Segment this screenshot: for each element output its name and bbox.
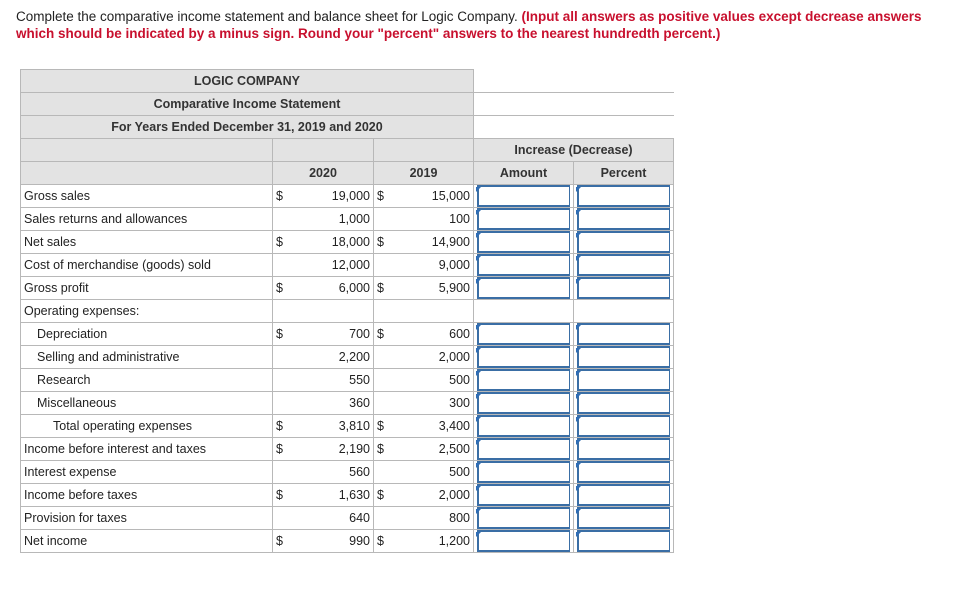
value-2019: 5,900 bbox=[410, 277, 474, 300]
value-2019: 2,500 bbox=[410, 438, 474, 461]
amount-input[interactable] bbox=[477, 507, 570, 529]
row-label: Sales returns and allowances bbox=[21, 208, 273, 231]
value-2020: 700 bbox=[309, 323, 374, 346]
currency-2019: $ bbox=[374, 277, 410, 300]
input-flag-icon bbox=[476, 509, 481, 514]
percent-input[interactable] bbox=[577, 415, 670, 437]
table-row bbox=[21, 461, 674, 484]
currency-2020 bbox=[273, 208, 309, 231]
row-label: Provision for taxes bbox=[21, 507, 273, 530]
input-flag-icon bbox=[476, 256, 481, 261]
percent-input[interactable] bbox=[577, 484, 670, 506]
currency-2020 bbox=[273, 346, 309, 369]
income-statement-table bbox=[20, 69, 674, 553]
currency-2019: $ bbox=[374, 438, 410, 461]
table-row bbox=[21, 484, 674, 507]
currency-2019: $ bbox=[374, 323, 410, 346]
currency-2019: $ bbox=[374, 185, 410, 208]
table-row bbox=[21, 254, 674, 277]
percent-input[interactable] bbox=[577, 254, 670, 276]
value-2020 bbox=[309, 300, 374, 323]
percent-input[interactable] bbox=[577, 346, 670, 368]
input-flag-icon bbox=[476, 279, 481, 284]
currency-2019: $ bbox=[374, 231, 410, 254]
value-2019 bbox=[410, 300, 474, 323]
value-2020: 990 bbox=[309, 530, 374, 553]
value-2019: 100 bbox=[410, 208, 474, 231]
table-row bbox=[21, 300, 674, 323]
value-2019: 14,900 bbox=[410, 231, 474, 254]
value-2020: 1,000 bbox=[309, 208, 374, 231]
amount-input[interactable] bbox=[477, 415, 570, 437]
row-label: Gross profit bbox=[21, 277, 273, 300]
percent-input[interactable] bbox=[577, 208, 670, 230]
currency-2019 bbox=[374, 392, 410, 415]
row-label: Net income bbox=[21, 530, 273, 553]
value-2020: 18,000 bbox=[309, 231, 374, 254]
table-row bbox=[21, 323, 674, 346]
currency-2019 bbox=[374, 507, 410, 530]
input-flag-icon bbox=[576, 486, 581, 491]
instructions-emphasis: (Input all answers as positive values except decrease answers which should be indicated by a minus sign. Round your "percent" answers to the nearest hundredth percent.) bbox=[16, 9, 922, 41]
currency-2019: $ bbox=[374, 530, 410, 553]
currency-2019 bbox=[374, 461, 410, 484]
currency-2020 bbox=[273, 254, 309, 277]
input-flag-icon bbox=[476, 371, 481, 376]
currency-2020: $ bbox=[273, 415, 309, 438]
currency-2019 bbox=[374, 208, 410, 231]
row-label: Total operating expenses bbox=[21, 415, 273, 438]
input-flag-icon bbox=[576, 279, 581, 284]
percent-input[interactable] bbox=[577, 323, 670, 345]
value-2020: 6,000 bbox=[309, 277, 374, 300]
table-row bbox=[21, 438, 674, 461]
percent-input[interactable] bbox=[577, 507, 670, 529]
value-2019: 15,000 bbox=[410, 185, 474, 208]
amount-input[interactable] bbox=[477, 231, 570, 253]
amount-input[interactable] bbox=[477, 530, 570, 552]
row-label: Income before interest and taxes bbox=[21, 438, 273, 461]
value-2019: 800 bbox=[410, 507, 474, 530]
value-2019: 9,000 bbox=[410, 254, 474, 277]
value-2020: 550 bbox=[309, 369, 374, 392]
table-row bbox=[21, 185, 674, 208]
value-2019: 2,000 bbox=[410, 484, 474, 507]
value-2019: 1,200 bbox=[410, 530, 474, 553]
value-2020: 19,000 bbox=[309, 185, 374, 208]
company-name: LOGIC COMPANY bbox=[21, 70, 474, 93]
input-flag-icon bbox=[476, 532, 481, 537]
currency-2019: $ bbox=[374, 484, 410, 507]
table-row bbox=[21, 277, 674, 300]
input-flag-icon bbox=[576, 233, 581, 238]
value-2019: 500 bbox=[410, 461, 474, 484]
row-label: Miscellaneous bbox=[21, 392, 273, 415]
amount-input[interactable] bbox=[477, 277, 570, 299]
statement-period: For Years Ended December 31, 2019 and 2020 bbox=[21, 116, 474, 139]
currency-2019 bbox=[374, 300, 410, 323]
row-label: Cost of merchandise (goods) sold bbox=[21, 254, 273, 277]
value-2020: 12,000 bbox=[309, 254, 374, 277]
currency-2020: $ bbox=[273, 185, 309, 208]
value-2019: 500 bbox=[410, 369, 474, 392]
currency-2020: $ bbox=[273, 438, 309, 461]
input-flag-icon bbox=[476, 417, 481, 422]
input-flag-icon bbox=[576, 371, 581, 376]
amount-input[interactable] bbox=[477, 392, 570, 414]
input-flag-icon bbox=[476, 187, 481, 192]
currency-2020 bbox=[273, 369, 309, 392]
amount-input[interactable] bbox=[477, 438, 570, 460]
input-flag-icon bbox=[476, 486, 481, 491]
row-label: Operating expenses: bbox=[21, 300, 273, 323]
column-header-2019: 2019 bbox=[374, 162, 474, 185]
instructions-text: Complete the comparative income statement and balance sheet for Logic Company. bbox=[16, 9, 522, 24]
input-flag-icon bbox=[576, 440, 581, 445]
table-row bbox=[21, 208, 674, 231]
row-label: Gross sales bbox=[21, 185, 273, 208]
amount-input[interactable] bbox=[477, 346, 570, 368]
currency-2020 bbox=[273, 507, 309, 530]
row-label: Interest expense bbox=[21, 461, 273, 484]
column-header-percent: Percent bbox=[574, 162, 674, 185]
currency-2019 bbox=[374, 369, 410, 392]
input-flag-icon bbox=[476, 210, 481, 215]
input-flag-icon bbox=[476, 463, 481, 468]
table-row bbox=[21, 530, 674, 553]
amount-input[interactable] bbox=[477, 208, 570, 230]
input-flag-icon bbox=[476, 394, 481, 399]
table-row bbox=[21, 346, 674, 369]
input-flag-icon bbox=[576, 256, 581, 261]
amount-input[interactable] bbox=[477, 461, 570, 483]
currency-2020 bbox=[273, 300, 309, 323]
amount-input[interactable] bbox=[477, 185, 570, 207]
percent-input[interactable] bbox=[577, 369, 670, 391]
currency-2020: $ bbox=[273, 323, 309, 346]
currency-2020: $ bbox=[273, 530, 309, 553]
percent-input[interactable] bbox=[577, 438, 670, 460]
currency-2020: $ bbox=[273, 231, 309, 254]
input-flag-icon bbox=[576, 532, 581, 537]
input-flag-icon bbox=[576, 394, 581, 399]
amount-input[interactable] bbox=[477, 323, 570, 345]
table-row bbox=[21, 369, 674, 392]
currency-2020: $ bbox=[273, 484, 309, 507]
input-flag-icon bbox=[576, 187, 581, 192]
percent-input[interactable] bbox=[577, 185, 670, 207]
input-flag-icon bbox=[476, 233, 481, 238]
currency-2019 bbox=[374, 254, 410, 277]
input-flag-icon bbox=[476, 348, 481, 353]
currency-2019: $ bbox=[374, 415, 410, 438]
amount-input[interactable] bbox=[477, 254, 570, 276]
value-2020: 2,200 bbox=[309, 346, 374, 369]
value-2020: 2,190 bbox=[309, 438, 374, 461]
amount-input[interactable] bbox=[477, 484, 570, 506]
row-label: Selling and administrative bbox=[21, 346, 273, 369]
table-row bbox=[21, 415, 674, 438]
value-2020: 360 bbox=[309, 392, 374, 415]
row-label: Research bbox=[21, 369, 273, 392]
percent-input[interactable] bbox=[577, 277, 670, 299]
input-flag-icon bbox=[576, 348, 581, 353]
currency-2019 bbox=[374, 346, 410, 369]
input-flag-icon bbox=[576, 509, 581, 514]
instructions bbox=[16, 8, 946, 42]
value-2019: 3,400 bbox=[410, 415, 474, 438]
column-header-amount: Amount bbox=[474, 162, 574, 185]
input-flag-icon bbox=[576, 210, 581, 215]
input-flag-icon bbox=[476, 440, 481, 445]
currency-2020: $ bbox=[273, 277, 309, 300]
percent-input[interactable] bbox=[577, 461, 670, 483]
percent-input[interactable] bbox=[577, 392, 670, 414]
row-label: Net sales bbox=[21, 231, 273, 254]
row-label: Income before taxes bbox=[21, 484, 273, 507]
table-row bbox=[21, 392, 674, 415]
value-2019: 300 bbox=[410, 392, 474, 415]
table-row bbox=[21, 507, 674, 530]
increase-decrease-header: Increase (Decrease) bbox=[474, 139, 674, 162]
value-2019: 600 bbox=[410, 323, 474, 346]
value-2020: 3,810 bbox=[309, 415, 374, 438]
table-row bbox=[21, 231, 674, 254]
input-flag-icon bbox=[576, 325, 581, 330]
value-2020: 560 bbox=[309, 461, 374, 484]
column-header-2020: 2020 bbox=[273, 162, 374, 185]
percent-input[interactable] bbox=[577, 530, 670, 552]
value-2020: 640 bbox=[309, 507, 374, 530]
row-label: Depreciation bbox=[21, 323, 273, 346]
input-flag-icon bbox=[576, 417, 581, 422]
currency-2020 bbox=[273, 392, 309, 415]
value-2020: 1,630 bbox=[309, 484, 374, 507]
value-2019: 2,000 bbox=[410, 346, 474, 369]
input-flag-icon bbox=[576, 463, 581, 468]
amount-input[interactable] bbox=[477, 369, 570, 391]
input-flag-icon bbox=[476, 325, 481, 330]
statement-title: Comparative Income Statement bbox=[21, 93, 474, 116]
percent-input[interactable] bbox=[577, 231, 670, 253]
currency-2020 bbox=[273, 461, 309, 484]
